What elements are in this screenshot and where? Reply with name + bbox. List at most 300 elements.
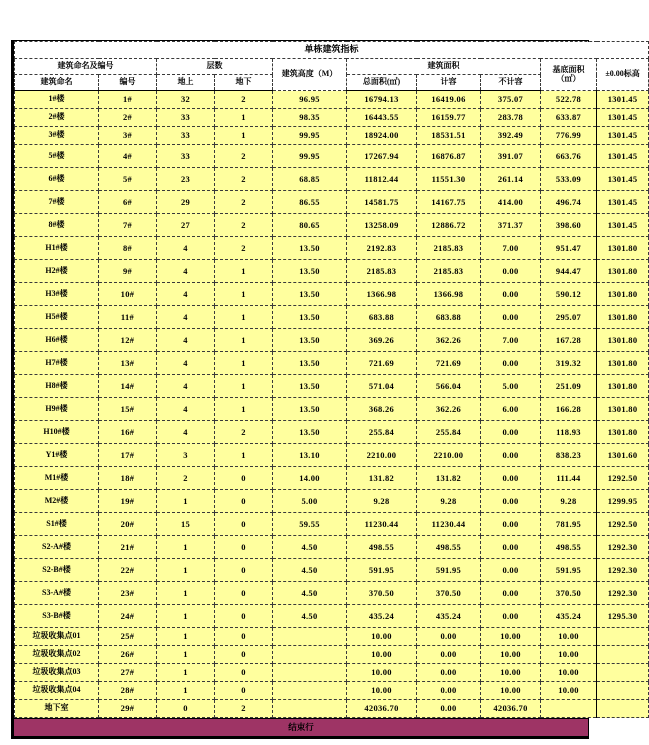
cell-height[interactable]: 13.50 [273, 260, 347, 283]
cell-far-not-counted[interactable]: 5.00 [481, 375, 541, 398]
table-row[interactable] [15, 109, 649, 127]
cell-far-not-counted[interactable]: 6.00 [481, 398, 541, 421]
cell-building-name[interactable]: 垃圾收集点01 [15, 628, 99, 646]
cell-elevation[interactable] [597, 646, 649, 664]
cell-far-not-counted[interactable]: 392.49 [481, 127, 541, 145]
cell-total-area[interactable]: 10.00 [347, 682, 417, 700]
cell-floors-above[interactable]: 1 [157, 682, 215, 700]
table-row[interactable] [15, 237, 649, 260]
cell-far-counted[interactable]: 362.26 [417, 329, 481, 352]
cell-far-not-counted[interactable]: 10.00 [481, 628, 541, 646]
cell-elevation[interactable]: 1301.80 [597, 421, 649, 444]
cell-floors-below[interactable]: 1 [215, 283, 273, 306]
cell-elevation[interactable] [597, 700, 649, 718]
cell-number[interactable]: 24# [99, 605, 157, 628]
cell-elevation[interactable]: 1292.30 [597, 559, 649, 582]
cell-height[interactable]: 86.55 [273, 191, 347, 214]
cell-elevation[interactable]: 1301.80 [597, 260, 649, 283]
cell-floors-above[interactable]: 4 [157, 421, 215, 444]
cell-floors-above[interactable]: 33 [157, 127, 215, 145]
cell-building-name[interactable]: 垃圾收集点02 [15, 646, 99, 664]
cell-floors-below[interactable]: 2 [215, 91, 273, 109]
cell-far-not-counted[interactable]: 391.07 [481, 145, 541, 168]
cell-far-counted[interactable]: 2210.00 [417, 444, 481, 467]
cell-far-counted[interactable]: 2185.83 [417, 260, 481, 283]
cell-base-area[interactable]: 496.74 [541, 191, 597, 214]
cell-base-area[interactable]: 10.00 [541, 664, 597, 682]
cell-base-area[interactable]: 781.95 [541, 513, 597, 536]
cell-base-area[interactable]: 319.32 [541, 352, 597, 375]
cell-floors-below[interactable]: 1 [215, 352, 273, 375]
cell-floors-above[interactable]: 1 [157, 605, 215, 628]
table-row[interactable] [15, 605, 649, 628]
cell-number[interactable]: 21# [99, 536, 157, 559]
cell-elevation[interactable]: 1301.45 [597, 145, 649, 168]
cell-building-name[interactable]: S1#楼 [15, 513, 99, 536]
cell-number[interactable]: 16# [99, 421, 157, 444]
cell-far-counted[interactable]: 0.00 [417, 628, 481, 646]
cell-floors-below[interactable]: 0 [215, 682, 273, 700]
cell-elevation[interactable]: 1301.80 [597, 375, 649, 398]
cell-far-counted[interactable]: 0.00 [417, 646, 481, 664]
cell-height[interactable]: 4.50 [273, 605, 347, 628]
cell-elevation[interactable] [597, 682, 649, 700]
cell-far-not-counted[interactable]: 0.00 [481, 306, 541, 329]
cell-total-area[interactable]: 571.04 [347, 375, 417, 398]
cell-building-name[interactable]: S2-B#楼 [15, 559, 99, 582]
cell-base-area[interactable]: 111.44 [541, 467, 597, 490]
cell-far-counted[interactable]: 1366.98 [417, 283, 481, 306]
cell-building-name[interactable]: 5#楼 [15, 145, 99, 168]
cell-total-area[interactable]: 14581.75 [347, 191, 417, 214]
cell-far-not-counted[interactable]: 0.00 [481, 444, 541, 467]
table-row[interactable] [15, 329, 649, 352]
table-row[interactable] [15, 283, 649, 306]
cell-floors-above[interactable]: 1 [157, 628, 215, 646]
cell-building-name[interactable]: H5#楼 [15, 306, 99, 329]
cell-far-counted[interactable]: 14167.75 [417, 191, 481, 214]
cell-far-not-counted[interactable]: 0.00 [481, 582, 541, 605]
cell-height[interactable] [273, 700, 347, 718]
cell-floors-below[interactable]: 0 [215, 467, 273, 490]
cell-height[interactable]: 13.50 [273, 306, 347, 329]
cell-base-area[interactable]: 370.50 [541, 582, 597, 605]
cell-base-area[interactable]: 776.99 [541, 127, 597, 145]
cell-floors-above[interactable]: 29 [157, 191, 215, 214]
cell-total-area[interactable]: 131.82 [347, 467, 417, 490]
cell-floors-above[interactable]: 4 [157, 329, 215, 352]
cell-floors-below[interactable]: 0 [215, 628, 273, 646]
cell-total-area[interactable]: 10.00 [347, 664, 417, 682]
cell-building-name[interactable]: S3-B#楼 [15, 605, 99, 628]
cell-floors-below[interactable]: 2 [215, 700, 273, 718]
cell-far-not-counted[interactable]: 7.00 [481, 237, 541, 260]
cell-elevation[interactable]: 1292.50 [597, 513, 649, 536]
cell-building-name[interactable]: 地下室 [15, 700, 99, 718]
cell-total-area[interactable]: 17267.94 [347, 145, 417, 168]
cell-building-name[interactable]: M1#楼 [15, 467, 99, 490]
cell-far-not-counted[interactable]: 0.00 [481, 559, 541, 582]
cell-far-not-counted[interactable]: 414.00 [481, 191, 541, 214]
cell-elevation[interactable] [597, 664, 649, 682]
cell-far-counted[interactable]: 435.24 [417, 605, 481, 628]
cell-base-area[interactable]: 9.28 [541, 490, 597, 513]
cell-total-area[interactable]: 370.50 [347, 582, 417, 605]
cell-number[interactable]: 11# [99, 306, 157, 329]
cell-base-area[interactable]: 10.00 [541, 682, 597, 700]
cell-total-area[interactable]: 1366.98 [347, 283, 417, 306]
cell-height[interactable]: 13.50 [273, 352, 347, 375]
cell-far-not-counted[interactable]: 0.00 [481, 260, 541, 283]
cell-floors-above[interactable]: 4 [157, 260, 215, 283]
cell-far-not-counted[interactable]: 42036.70 [481, 700, 541, 718]
cell-height[interactable]: 99.95 [273, 145, 347, 168]
cell-building-name[interactable]: 2#楼 [15, 109, 99, 127]
cell-far-counted[interactable]: 11551.30 [417, 168, 481, 191]
cell-total-area[interactable]: 2192.83 [347, 237, 417, 260]
cell-elevation[interactable]: 1292.30 [597, 582, 649, 605]
cell-total-area[interactable]: 11230.44 [347, 513, 417, 536]
cell-floors-below[interactable]: 1 [215, 127, 273, 145]
cell-height[interactable]: 96.95 [273, 91, 347, 109]
cell-elevation[interactable]: 1301.80 [597, 306, 649, 329]
cell-far-not-counted[interactable]: 7.00 [481, 329, 541, 352]
cell-building-name[interactable]: H8#楼 [15, 375, 99, 398]
cell-far-counted[interactable]: 12886.72 [417, 214, 481, 237]
table-row[interactable] [15, 260, 649, 283]
table-row[interactable] [15, 398, 649, 421]
cell-base-area[interactable]: 118.93 [541, 421, 597, 444]
cell-number[interactable]: 1# [99, 91, 157, 109]
cell-floors-below[interactable]: 2 [215, 191, 273, 214]
cell-total-area[interactable]: 368.26 [347, 398, 417, 421]
cell-number[interactable]: 12# [99, 329, 157, 352]
table-row[interactable] [15, 168, 649, 191]
cell-far-counted[interactable]: 0.00 [417, 700, 481, 718]
table-row[interactable] [15, 145, 649, 168]
cell-floors-above[interactable]: 4 [157, 306, 215, 329]
cell-height[interactable]: 99.95 [273, 127, 347, 145]
cell-number[interactable]: 6# [99, 191, 157, 214]
table-row[interactable] [15, 628, 649, 646]
cell-floors-below[interactable]: 1 [215, 306, 273, 329]
cell-far-counted[interactable]: 0.00 [417, 664, 481, 682]
cell-far-counted[interactable]: 16876.87 [417, 145, 481, 168]
table-row[interactable] [15, 127, 649, 145]
cell-elevation[interactable]: 1301.45 [597, 127, 649, 145]
cell-floors-above[interactable]: 4 [157, 398, 215, 421]
cell-elevation[interactable]: 1301.45 [597, 214, 649, 237]
cell-floors-below[interactable]: 0 [215, 559, 273, 582]
cell-total-area[interactable]: 42036.70 [347, 700, 417, 718]
table-row[interactable] [15, 375, 649, 398]
cell-base-area[interactable]: 295.07 [541, 306, 597, 329]
table-row[interactable] [15, 664, 649, 682]
cell-floors-above[interactable]: 15 [157, 513, 215, 536]
cell-far-not-counted[interactable]: 10.00 [481, 664, 541, 682]
cell-floors-above[interactable]: 23 [157, 168, 215, 191]
cell-height[interactable]: 13.10 [273, 444, 347, 467]
cell-elevation[interactable]: 1301.80 [597, 329, 649, 352]
cell-height[interactable]: 13.50 [273, 375, 347, 398]
cell-number[interactable]: 27# [99, 664, 157, 682]
cell-base-area[interactable]: 633.87 [541, 109, 597, 127]
table-row[interactable] [15, 91, 649, 109]
cell-far-not-counted[interactable]: 0.00 [481, 490, 541, 513]
cell-height[interactable] [273, 628, 347, 646]
cell-number[interactable]: 15# [99, 398, 157, 421]
table-row[interactable] [15, 467, 649, 490]
cell-floors-above[interactable]: 4 [157, 283, 215, 306]
cell-floors-below[interactable]: 0 [215, 646, 273, 664]
cell-height[interactable]: 68.85 [273, 168, 347, 191]
cell-building-name[interactable]: 7#楼 [15, 191, 99, 214]
cell-base-area[interactable]: 533.09 [541, 168, 597, 191]
cell-far-counted[interactable]: 362.26 [417, 398, 481, 421]
cell-building-name[interactable]: 6#楼 [15, 168, 99, 191]
cell-far-counted[interactable]: 11230.44 [417, 513, 481, 536]
cell-far-not-counted[interactable]: 283.78 [481, 109, 541, 127]
cell-floors-above[interactable]: 33 [157, 109, 215, 127]
cell-far-not-counted[interactable]: 261.14 [481, 168, 541, 191]
table-row[interactable] [15, 682, 649, 700]
cell-far-counted[interactable]: 498.55 [417, 536, 481, 559]
table-row[interactable] [15, 421, 649, 444]
cell-far-not-counted[interactable]: 0.00 [481, 352, 541, 375]
cell-number[interactable]: 17# [99, 444, 157, 467]
cell-elevation[interactable]: 1301.45 [597, 91, 649, 109]
cell-far-counted[interactable]: 16159.77 [417, 109, 481, 127]
cell-far-counted[interactable]: 0.00 [417, 682, 481, 700]
cell-building-name[interactable]: S2-A#楼 [15, 536, 99, 559]
cell-far-not-counted[interactable]: 371.37 [481, 214, 541, 237]
cell-total-area[interactable]: 435.24 [347, 605, 417, 628]
cell-base-area[interactable]: 435.24 [541, 605, 597, 628]
cell-far-counted[interactable]: 721.69 [417, 352, 481, 375]
cell-number[interactable]: 5# [99, 168, 157, 191]
cell-number[interactable]: 14# [99, 375, 157, 398]
cell-base-area[interactable]: 522.78 [541, 91, 597, 109]
cell-total-area[interactable]: 498.55 [347, 536, 417, 559]
cell-floors-below[interactable]: 1 [215, 375, 273, 398]
cell-total-area[interactable]: 683.88 [347, 306, 417, 329]
cell-elevation[interactable]: 1301.45 [597, 109, 649, 127]
cell-building-name[interactable]: H9#楼 [15, 398, 99, 421]
cell-elevation[interactable]: 1292.30 [597, 536, 649, 559]
cell-building-name[interactable]: H2#楼 [15, 260, 99, 283]
cell-total-area[interactable]: 16443.55 [347, 109, 417, 127]
cell-far-counted[interactable]: 9.28 [417, 490, 481, 513]
cell-floors-above[interactable]: 32 [157, 91, 215, 109]
cell-floors-above[interactable]: 4 [157, 375, 215, 398]
cell-far-not-counted[interactable]: 10.00 [481, 646, 541, 664]
cell-base-area[interactable]: 663.76 [541, 145, 597, 168]
cell-height[interactable]: 59.55 [273, 513, 347, 536]
cell-floors-below[interactable]: 2 [215, 421, 273, 444]
cell-floors-below[interactable]: 1 [215, 109, 273, 127]
cell-elevation[interactable]: 1295.30 [597, 605, 649, 628]
cell-base-area[interactable]: 838.23 [541, 444, 597, 467]
table-row[interactable] [15, 306, 649, 329]
cell-height[interactable]: 98.35 [273, 109, 347, 127]
cell-number[interactable]: 2# [99, 109, 157, 127]
table-row[interactable] [15, 536, 649, 559]
cell-floors-above[interactable]: 33 [157, 145, 215, 168]
table-row[interactable] [15, 490, 649, 513]
cell-height[interactable]: 13.50 [273, 283, 347, 306]
cell-total-area[interactable]: 369.26 [347, 329, 417, 352]
cell-far-not-counted[interactable]: 375.07 [481, 91, 541, 109]
cell-far-not-counted[interactable]: 0.00 [481, 605, 541, 628]
cell-height[interactable]: 13.50 [273, 421, 347, 444]
cell-building-name[interactable]: H6#楼 [15, 329, 99, 352]
cell-base-area[interactable]: 251.09 [541, 375, 597, 398]
cell-height[interactable]: 5.00 [273, 490, 347, 513]
cell-building-name[interactable]: M2#楼 [15, 490, 99, 513]
cell-floors-below[interactable]: 0 [215, 605, 273, 628]
cell-elevation[interactable]: 1292.50 [597, 467, 649, 490]
cell-floors-below[interactable]: 1 [215, 444, 273, 467]
cell-far-counted[interactable]: 16419.06 [417, 91, 481, 109]
cell-number[interactable]: 8# [99, 237, 157, 260]
table-row[interactable] [15, 214, 649, 237]
cell-number[interactable]: 25# [99, 628, 157, 646]
cell-base-area[interactable]: 10.00 [541, 628, 597, 646]
cell-total-area[interactable]: 11812.44 [347, 168, 417, 191]
cell-elevation[interactable]: 1301.80 [597, 237, 649, 260]
cell-floors-above[interactable]: 4 [157, 352, 215, 375]
cell-height[interactable]: 80.65 [273, 214, 347, 237]
cell-total-area[interactable]: 9.28 [347, 490, 417, 513]
cell-floors-above[interactable]: 1 [157, 582, 215, 605]
cell-total-area[interactable]: 13258.09 [347, 214, 417, 237]
cell-floors-below[interactable]: 2 [215, 145, 273, 168]
cell-total-area[interactable]: 2185.83 [347, 260, 417, 283]
cell-number[interactable]: 23# [99, 582, 157, 605]
cell-floors-below[interactable]: 0 [215, 582, 273, 605]
cell-height[interactable] [273, 682, 347, 700]
cell-number[interactable]: 4# [99, 145, 157, 168]
cell-number[interactable]: 29# [99, 700, 157, 718]
cell-elevation[interactable]: 1301.45 [597, 191, 649, 214]
cell-building-name[interactable]: H3#楼 [15, 283, 99, 306]
table-row[interactable] [15, 444, 649, 467]
cell-far-not-counted[interactable]: 0.00 [481, 536, 541, 559]
cell-floors-above[interactable]: 27 [157, 214, 215, 237]
table-row[interactable] [15, 352, 649, 375]
cell-far-not-counted[interactable]: 0.00 [481, 421, 541, 444]
cell-floors-above[interactable]: 3 [157, 444, 215, 467]
cell-floors-below[interactable]: 2 [215, 214, 273, 237]
cell-far-counted[interactable]: 591.95 [417, 559, 481, 582]
table-row[interactable] [15, 582, 649, 605]
cell-elevation[interactable]: 1301.45 [597, 168, 649, 191]
cell-elevation[interactable]: 1301.80 [597, 352, 649, 375]
table-row[interactable] [15, 513, 649, 536]
cell-building-name[interactable]: H1#楼 [15, 237, 99, 260]
cell-floors-below[interactable]: 2 [215, 168, 273, 191]
cell-total-area[interactable]: 255.84 [347, 421, 417, 444]
cell-far-counted[interactable]: 255.84 [417, 421, 481, 444]
cell-building-name[interactable]: 8#楼 [15, 214, 99, 237]
cell-building-name[interactable]: 3#楼 [15, 127, 99, 145]
cell-far-counted[interactable]: 18531.51 [417, 127, 481, 145]
cell-building-name[interactable]: 1#楼 [15, 91, 99, 109]
cell-floors-below[interactable]: 1 [215, 329, 273, 352]
cell-elevation[interactable]: 1301.80 [597, 283, 649, 306]
cell-base-area[interactable]: 166.28 [541, 398, 597, 421]
cell-floors-below[interactable]: 0 [215, 664, 273, 682]
cell-floors-below[interactable]: 0 [215, 513, 273, 536]
cell-height[interactable]: 13.50 [273, 329, 347, 352]
cell-floors-above[interactable]: 4 [157, 237, 215, 260]
cell-height[interactable]: 4.50 [273, 559, 347, 582]
cell-elevation[interactable]: 1299.95 [597, 490, 649, 513]
cell-base-area[interactable]: 944.47 [541, 260, 597, 283]
cell-floors-below[interactable]: 2 [215, 237, 273, 260]
cell-far-not-counted[interactable]: 0.00 [481, 283, 541, 306]
cell-far-counted[interactable]: 131.82 [417, 467, 481, 490]
cell-floors-above[interactable]: 1 [157, 490, 215, 513]
cell-number[interactable]: 7# [99, 214, 157, 237]
cell-number[interactable]: 20# [99, 513, 157, 536]
cell-far-not-counted[interactable]: 0.00 [481, 513, 541, 536]
cell-number[interactable]: 13# [99, 352, 157, 375]
cell-number[interactable]: 19# [99, 490, 157, 513]
cell-floors-above[interactable]: 1 [157, 536, 215, 559]
cell-height[interactable] [273, 664, 347, 682]
cell-total-area[interactable]: 18924.00 [347, 127, 417, 145]
cell-height[interactable]: 13.50 [273, 398, 347, 421]
cell-far-counted[interactable]: 370.50 [417, 582, 481, 605]
cell-height[interactable]: 14.00 [273, 467, 347, 490]
cell-base-area[interactable]: 951.47 [541, 237, 597, 260]
cell-elevation[interactable]: 1301.80 [597, 398, 649, 421]
table-row[interactable] [15, 646, 649, 664]
cell-elevation[interactable] [597, 628, 649, 646]
cell-base-area[interactable]: 590.12 [541, 283, 597, 306]
cell-height[interactable]: 4.50 [273, 536, 347, 559]
cell-total-area[interactable]: 721.69 [347, 352, 417, 375]
cell-number[interactable]: 9# [99, 260, 157, 283]
cell-building-name[interactable]: Y1#楼 [15, 444, 99, 467]
cell-number[interactable]: 28# [99, 682, 157, 700]
cell-building-name[interactable]: 垃圾收集点04 [15, 682, 99, 700]
cell-building-name[interactable]: H10#楼 [15, 421, 99, 444]
cell-floors-below[interactable]: 0 [215, 490, 273, 513]
cell-number[interactable]: 3# [99, 127, 157, 145]
cell-number[interactable]: 18# [99, 467, 157, 490]
cell-total-area[interactable]: 2210.00 [347, 444, 417, 467]
cell-base-area[interactable] [541, 700, 597, 718]
cell-floors-below[interactable]: 0 [215, 536, 273, 559]
table-row[interactable] [15, 191, 649, 214]
cell-floors-above[interactable]: 0 [157, 700, 215, 718]
cell-base-area[interactable]: 498.55 [541, 536, 597, 559]
cell-number[interactable]: 10# [99, 283, 157, 306]
cell-far-counted[interactable]: 2185.83 [417, 237, 481, 260]
cell-total-area[interactable]: 10.00 [347, 646, 417, 664]
cell-building-name[interactable]: H7#楼 [15, 352, 99, 375]
cell-floors-above[interactable]: 1 [157, 646, 215, 664]
table-row[interactable] [15, 559, 649, 582]
cell-floors-above[interactable]: 1 [157, 559, 215, 582]
cell-total-area[interactable]: 591.95 [347, 559, 417, 582]
cell-far-not-counted[interactable]: 10.00 [481, 682, 541, 700]
cell-base-area[interactable]: 10.00 [541, 646, 597, 664]
cell-building-name[interactable]: S3-A#楼 [15, 582, 99, 605]
cell-base-area[interactable]: 398.60 [541, 214, 597, 237]
